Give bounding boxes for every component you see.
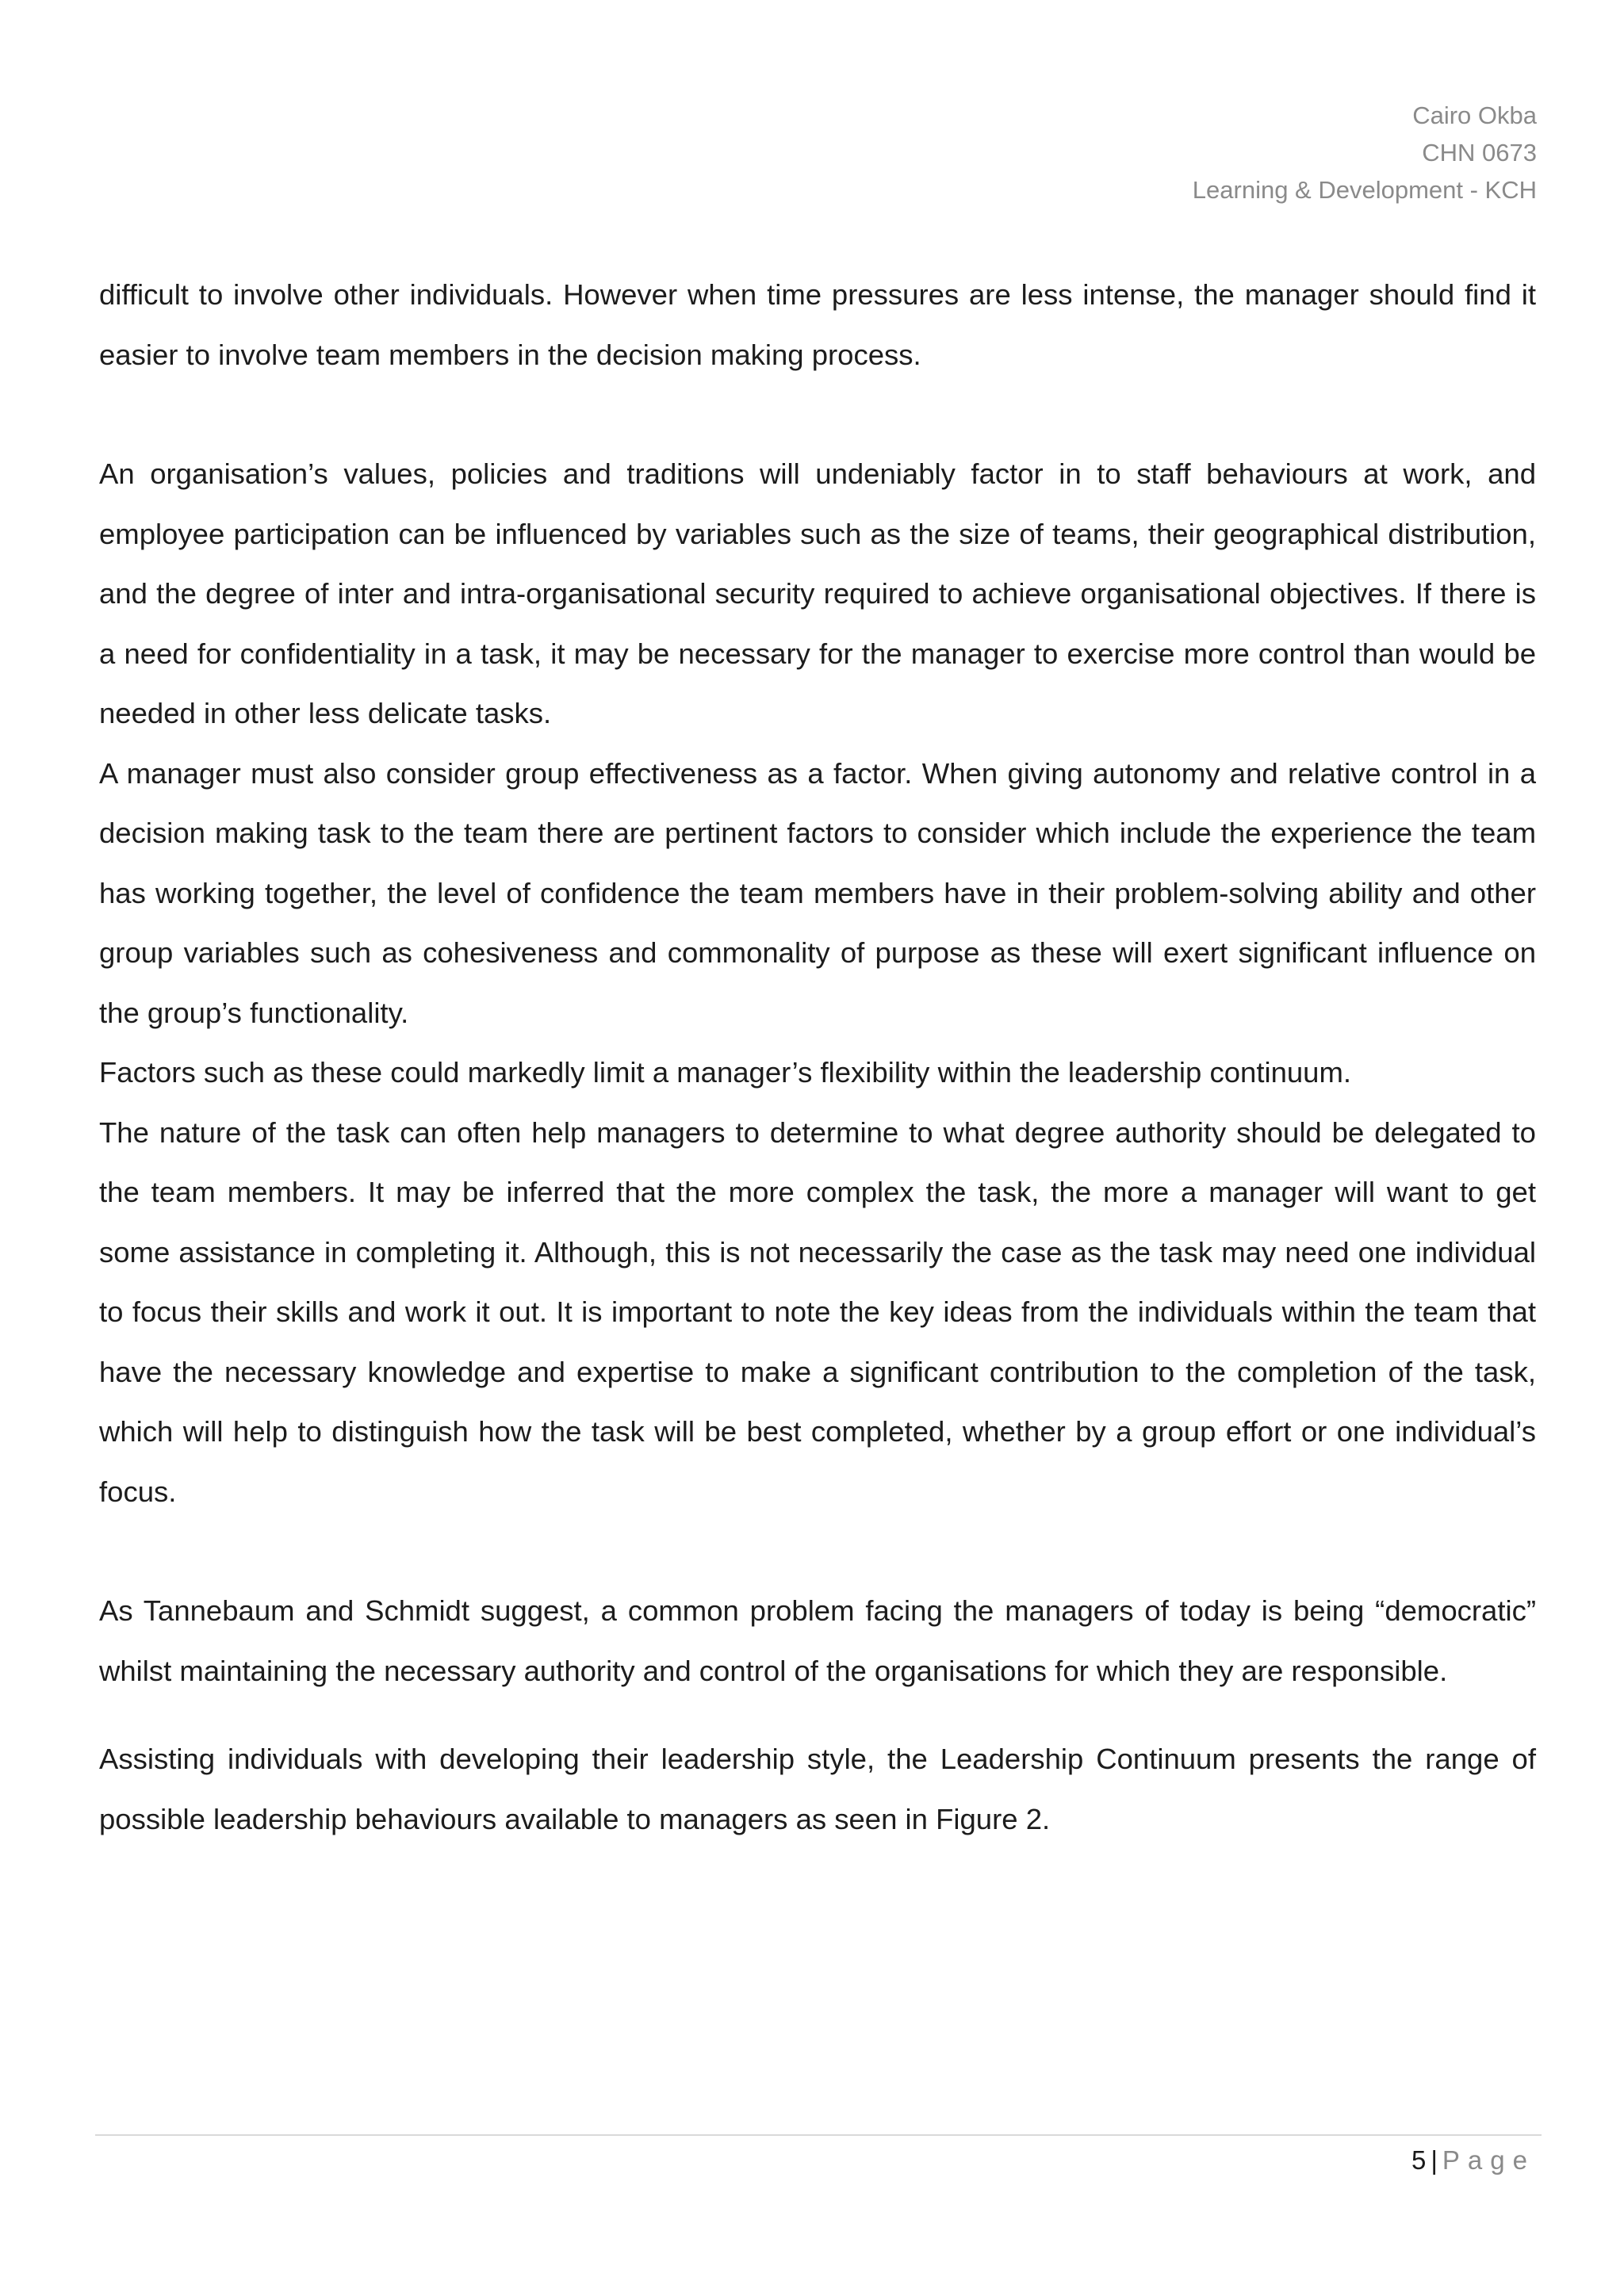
header-course: Learning & Development - KCH [1192,176,1537,204]
paragraph-6: As Tannebaum and Schmidt suggest, a common problem facing the managers of today is being “democratic” whilst maintaining the necessary authority and control of the organisations for which they are responsible. [99,1594,1536,1687]
footer-divider [95,2134,1542,2136]
paragraph-4: Factors such as these could markedly limit a manager’s flexibility within the leadership continuum. [99,1056,1352,1089]
paragraph-1: difficult to involve other individuals. However when time pressures are less intense, the manager should find it easier to involve team members in the decision making process. [99,278,1536,371]
header-student-id: CHN 0673 [1422,139,1537,166]
paragraph-2: An organisation’s values, policies and traditions will undeniably factor in to staff behaviours at work, and employee participation can be influenced by variables such as the size of teams, their geographical distribution, and the degree of inter and intra-organisational security required to achieve organisational objectives. If there is a need for confidentiality in a task, it may be necessary for the manager to exercise more control than would be needed in other less delicate tasks. [99,457,1536,729]
body-text [99,265,1536,1849]
page-label: Page [1442,2145,1535,2175]
paragraph-3: A manager must also consider group effectiveness as a factor. When giving autonomy and relative control in a decision making task to the team there are pertinent factors to consider which include the experience the team has working together, the level of confidence the team members have in their problem-solving ability and other group variables such as cohesiveness and commonality of purpose as these will exert significant influence on the group’s functionality. [99,756,1536,1029]
page-number: 5 [1411,2145,1427,2175]
footer-separator: | [1431,2145,1438,2175]
paragraph-7: Assisting individuals with developing their leadership style, the Leadership Continuum presents the range of possible leadership behaviours available to managers as seen in Figure 2. [99,1743,1536,1835]
page-header [1193,97,1537,209]
page-footer [1411,2142,1535,2179]
paragraph-5: The nature of the task can often help managers to determine to what degree authority should be delegated to the team members. It may be inferred that the more complex the task, the more a manager will want to get some assistance in completing it. Although, this is not necessarily the case as the task may need one individual to focus their skills and work it out. It is important to note the key ideas from the individuals within the team that have the necessary knowledge and expertise to make a significant contribution to the completion of the task, which will help to distinguish how the task will be best completed, whether by a group effort or one individual’s focus. [99,1115,1536,1508]
header-author: Cairo Okba [1412,101,1537,129]
